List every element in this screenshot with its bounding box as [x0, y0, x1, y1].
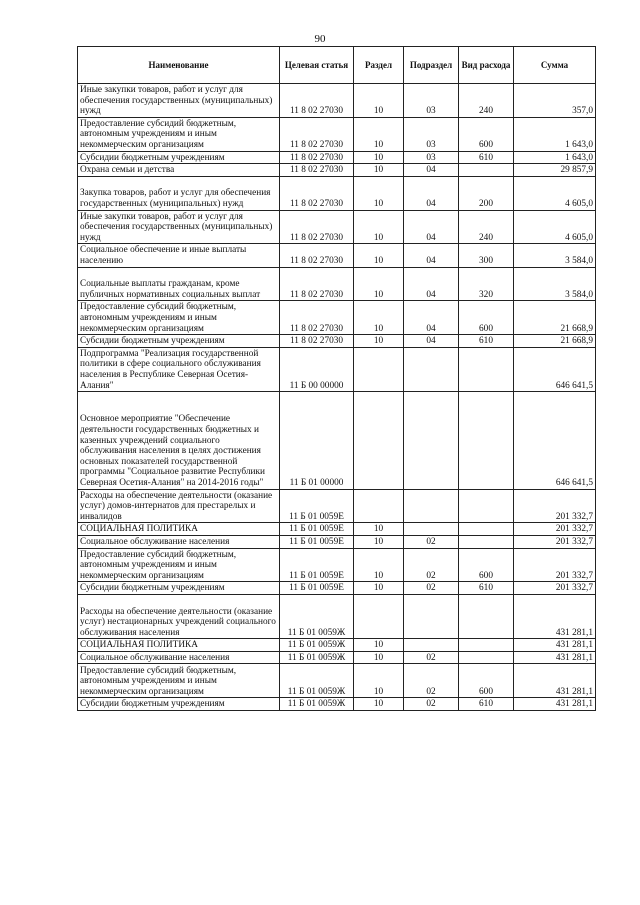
name-cell: Субсидии бюджетным учреждениям — [78, 335, 280, 348]
table-row — [78, 267, 596, 301]
subsection-cell: 02 — [404, 548, 459, 582]
subsection-cell: 02 — [404, 651, 459, 664]
name-cell: Субсидии бюджетным учреждениям — [78, 698, 280, 711]
expense-cell: 610 — [459, 151, 514, 164]
sum-cell: 201 332,7 — [514, 535, 596, 548]
code-cell: 11 8 02 27030 — [280, 301, 354, 335]
name-cell: СОЦИАЛЬНАЯ ПОЛИТИКА — [78, 523, 280, 536]
header-section: Раздел — [354, 47, 404, 84]
table-row — [78, 639, 596, 652]
subsection-cell: 02 — [404, 535, 459, 548]
code-cell: 11 Б 01 0059Ж — [280, 651, 354, 664]
section-cell: 10 — [354, 664, 404, 698]
section-cell: 10 — [354, 639, 404, 652]
subsection-cell — [404, 489, 459, 523]
code-cell: 11 8 02 27030 — [280, 210, 354, 244]
code-cell: 11 Б 01 0059Е — [280, 535, 354, 548]
expense-cell: 240 — [459, 210, 514, 244]
sum-cell: 201 332,7 — [514, 582, 596, 595]
code-cell: 11 Б 01 0059Е — [280, 582, 354, 595]
table-row — [78, 244, 596, 267]
section-cell — [354, 347, 404, 391]
sum-cell: 201 332,7 — [514, 489, 596, 523]
name-cell: Субсидии бюджетным учреждениям — [78, 151, 280, 164]
name-cell: Социальное обслуживание населения — [78, 651, 280, 664]
table-row — [78, 164, 596, 177]
expense-cell — [459, 639, 514, 652]
sum-cell: 357,0 — [514, 84, 596, 118]
section-cell: 10 — [354, 548, 404, 582]
sum-cell: 431 281,1 — [514, 651, 596, 664]
name-cell: Иные закупки товаров, работ и услуг для обеспечения государственных (муниципальных) нужд — [78, 84, 280, 118]
subsection-cell — [404, 392, 459, 489]
code-cell: 11 8 02 27030 — [280, 84, 354, 118]
expense-cell — [459, 347, 514, 391]
table-row — [78, 176, 596, 210]
section-cell: 10 — [354, 335, 404, 348]
subsection-cell: 02 — [404, 582, 459, 595]
code-cell: 11 Б 01 0059Ж — [280, 639, 354, 652]
section-cell: 10 — [354, 582, 404, 595]
expense-cell — [459, 651, 514, 664]
header-expense-type: Вид расхода — [459, 47, 514, 84]
code-cell: 11 8 02 27030 — [280, 244, 354, 267]
table-body — [78, 84, 596, 711]
sum-cell: 201 332,7 — [514, 548, 596, 582]
expense-cell: 600 — [459, 301, 514, 335]
expense-cell: 610 — [459, 335, 514, 348]
header-name: Наименование — [78, 47, 280, 84]
name-cell: Социальное обеспечение и иные выплаты населению — [78, 244, 280, 267]
sum-cell: 21 668,9 — [514, 335, 596, 348]
name-cell: Охрана семьи и детства — [78, 164, 280, 177]
name-cell: Предоставление субсидий бюджетным, автономным учреждениям и иным некоммерческим организациям — [78, 664, 280, 698]
code-cell: 11 8 02 27030 — [280, 117, 354, 151]
code-cell: 11 Б 01 0059Ж — [280, 698, 354, 711]
table-row — [78, 392, 596, 489]
table-row — [78, 535, 596, 548]
code-cell: 11 Б 01 0059Е — [280, 489, 354, 523]
section-cell: 10 — [354, 267, 404, 301]
sum-cell: 201 332,7 — [514, 523, 596, 536]
code-cell: 11 8 02 27030 — [280, 176, 354, 210]
section-cell: 10 — [354, 84, 404, 118]
table-row — [78, 664, 596, 698]
table-row — [78, 698, 596, 711]
subsection-cell: 04 — [404, 335, 459, 348]
name-cell: Подпрограмма "Реализация государственной политики в сфере социального обслуживания населения в Республике Северная Осетия-Алания" — [78, 347, 280, 391]
sum-cell: 431 281,1 — [514, 698, 596, 711]
header-code: Целевая статья — [280, 47, 354, 84]
subsection-cell — [404, 523, 459, 536]
sum-cell: 3 584,0 — [514, 267, 596, 301]
expense-cell: 240 — [459, 84, 514, 118]
header-subsection: Подраздел — [404, 47, 459, 84]
name-cell: Расходы на обеспечение деятельности (оказание услуг) нестационарных учреждений социального обслуживания населения — [78, 594, 280, 638]
subsection-cell: 03 — [404, 84, 459, 118]
code-cell: 11 Б 01 0059Е — [280, 548, 354, 582]
sum-cell: 646 641,5 — [514, 392, 596, 489]
table-row — [78, 489, 596, 523]
table-row — [78, 117, 596, 151]
sum-cell: 1 643,0 — [514, 151, 596, 164]
code-cell: 11 Б 01 0059Ж — [280, 594, 354, 638]
subsection-cell: 03 — [404, 117, 459, 151]
expense-cell — [459, 535, 514, 548]
expense-cell: 610 — [459, 582, 514, 595]
expense-cell: 610 — [459, 698, 514, 711]
section-cell — [354, 392, 404, 489]
section-cell: 10 — [354, 151, 404, 164]
subsection-cell: 04 — [404, 267, 459, 301]
sum-cell: 431 281,1 — [514, 664, 596, 698]
name-cell: Закупка товаров, работ и услуг для обеспечения государственных (муниципальных) нужд — [78, 176, 280, 210]
expense-cell — [459, 164, 514, 177]
sum-cell: 4 605,0 — [514, 210, 596, 244]
name-cell: Социальные выплаты гражданам, кроме публичных нормативных социальных выплат — [78, 267, 280, 301]
expense-cell: 600 — [459, 548, 514, 582]
table-row — [78, 594, 596, 638]
sum-cell: 3 584,0 — [514, 244, 596, 267]
section-cell: 10 — [354, 210, 404, 244]
subsection-cell — [404, 594, 459, 638]
subsection-cell: 04 — [404, 301, 459, 335]
name-cell: Предоставление субсидий бюджетным, автономным учреждениям и иным некоммерческим организациям — [78, 301, 280, 335]
section-cell: 10 — [354, 698, 404, 711]
subsection-cell: 02 — [404, 698, 459, 711]
code-cell: 11 8 02 27030 — [280, 164, 354, 177]
section-cell: 10 — [354, 301, 404, 335]
sum-cell: 1 643,0 — [514, 117, 596, 151]
code-cell: 11 8 02 27030 — [280, 335, 354, 348]
table-row — [78, 523, 596, 536]
name-cell: Предоставление субсидий бюджетным, автономным учреждениям и иным некоммерческим организациям — [78, 117, 280, 151]
subsection-cell — [404, 639, 459, 652]
budget-table — [77, 46, 596, 711]
section-cell: 10 — [354, 523, 404, 536]
header-sum: Сумма — [514, 47, 596, 84]
code-cell: 11 8 02 27030 — [280, 267, 354, 301]
sum-cell: 4 605,0 — [514, 176, 596, 210]
table-row — [78, 84, 596, 118]
name-cell: Социальное обслуживание населения — [78, 535, 280, 548]
expense-cell: 600 — [459, 117, 514, 151]
expense-cell: 320 — [459, 267, 514, 301]
expense-cell: 200 — [459, 176, 514, 210]
section-cell — [354, 489, 404, 523]
subsection-cell: 04 — [404, 176, 459, 210]
sum-cell: 431 281,1 — [514, 594, 596, 638]
name-cell: Предоставление субсидий бюджетным, автономным учреждениям и иным некоммерческим организациям — [78, 548, 280, 582]
expense-cell — [459, 523, 514, 536]
table-row — [78, 548, 596, 582]
subsection-cell: 02 — [404, 664, 459, 698]
sum-cell: 21 668,9 — [514, 301, 596, 335]
expense-cell: 300 — [459, 244, 514, 267]
table-row — [78, 151, 596, 164]
expense-cell — [459, 489, 514, 523]
expense-cell — [459, 594, 514, 638]
section-cell: 10 — [354, 164, 404, 177]
section-cell: 10 — [354, 176, 404, 210]
subsection-cell: 04 — [404, 244, 459, 267]
table-row — [78, 210, 596, 244]
section-cell: 10 — [354, 117, 404, 151]
code-cell: 11 Б 01 00000 — [280, 392, 354, 489]
sum-cell: 431 281,1 — [514, 639, 596, 652]
name-cell: Субсидии бюджетным учреждениям — [78, 582, 280, 595]
expense-cell: 600 — [459, 664, 514, 698]
sum-cell: 29 857,9 — [514, 164, 596, 177]
name-cell: Расходы на обеспечение деятельности (оказание услуг) домов-интернатов для престарелых и инвалидов — [78, 489, 280, 523]
table-row — [78, 335, 596, 348]
section-cell — [354, 594, 404, 638]
sum-cell: 646 641,5 — [514, 347, 596, 391]
table-header — [78, 47, 596, 84]
name-cell: Основное мероприятие "Обеспечение деятельности государственных бюджетных и казенных учреждений социального обслуживания населения в целях достижения основных показателей государственной программы "Социальное развитие Республики Северная Осетия-Алания" на 2014-2016 годы" — [78, 392, 280, 489]
section-cell: 10 — [354, 535, 404, 548]
code-cell: 11 8 02 27030 — [280, 151, 354, 164]
name-cell: СОЦИАЛЬНАЯ ПОЛИТИКА — [78, 639, 280, 652]
expense-cell — [459, 392, 514, 489]
subsection-cell — [404, 347, 459, 391]
header-row — [78, 47, 596, 84]
name-cell: Иные закупки товаров, работ и услуг для обеспечения государственных (муниципальных) нужд — [78, 210, 280, 244]
table-row — [78, 347, 596, 391]
table-row — [78, 301, 596, 335]
table-row — [78, 582, 596, 595]
subsection-cell: 03 — [404, 151, 459, 164]
subsection-cell: 04 — [404, 164, 459, 177]
page-number: 90 — [314, 33, 326, 45]
code-cell: 11 Б 00 00000 — [280, 347, 354, 391]
section-cell: 10 — [354, 651, 404, 664]
subsection-cell: 04 — [404, 210, 459, 244]
table-row — [78, 651, 596, 664]
code-cell: 11 Б 01 0059Ж — [280, 664, 354, 698]
code-cell: 11 Б 01 0059Е — [280, 523, 354, 536]
section-cell: 10 — [354, 244, 404, 267]
